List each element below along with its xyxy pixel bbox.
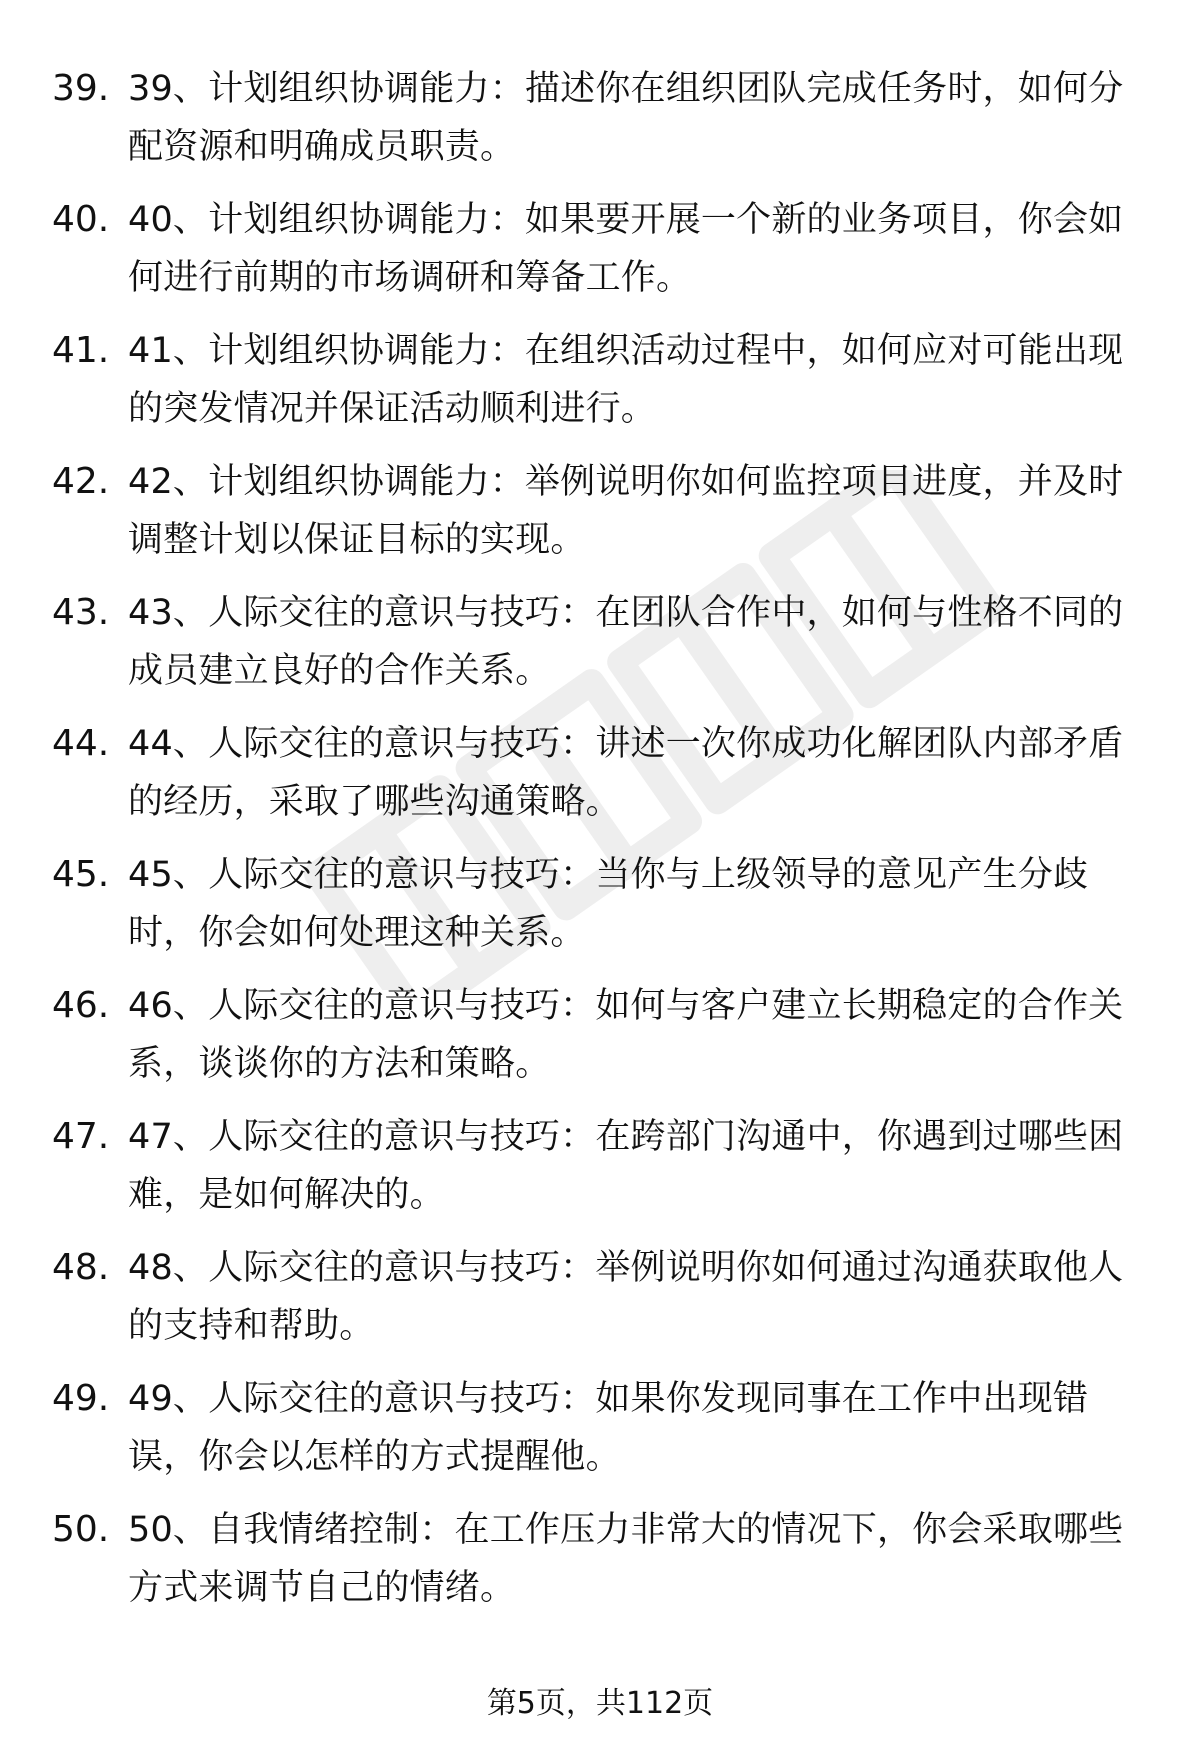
- question-number: 49.: [52, 1378, 110, 1419]
- question-number: 47.: [52, 1116, 110, 1157]
- page-number-footer: 第5页，共112页: [486, 1686, 714, 1721]
- list-item: [0, 1100, 1200, 1231]
- question-text: 40、计划组织协调能力：如果要开展一个新的业务项目，你会如何进行前期的市场调研和筹备工作。: [128, 200, 1124, 298]
- list-item: [0, 52, 1200, 183]
- question-text: 43、人际交往的意识与技巧：在团队合作中，如何与性格不同的成员建立良好的合作关系。: [128, 593, 1124, 691]
- list-item: [0, 969, 1200, 1100]
- question-text: 45、人际交往的意识与技巧：当你与上级领导的意见产生分歧时，你会如何处理这种关系。: [128, 855, 1089, 953]
- question-number: 40.: [52, 199, 110, 240]
- question-number: 50.: [52, 1509, 110, 1550]
- question-text: 42、计划组织协调能力：举例说明你如何监控项目进度，并及时调整计划以保证目标的实现。: [128, 462, 1124, 560]
- list-item: [0, 707, 1200, 838]
- question-number: 48.: [52, 1247, 110, 1288]
- list-item: [0, 1362, 1200, 1493]
- question-text: 46、人际交往的意识与技巧：如何与客户建立长期稳定的合作关系，谈谈你的方法和策略。: [128, 986, 1124, 1084]
- list-item: [0, 838, 1200, 969]
- list-item: [0, 314, 1200, 445]
- question-number: 43.: [52, 592, 110, 633]
- question-text: 41、计划组织协调能力：在组织活动过程中，如何应对可能出现的突发情况并保证活动顺利进行。: [128, 331, 1124, 429]
- question-number: 42.: [52, 461, 110, 502]
- question-number: 46.: [52, 985, 110, 1026]
- list-item: [0, 1493, 1200, 1624]
- question-text: 44、人际交往的意识与技巧：讲述一次你成功化解团队内部矛盾的经历，采取了哪些沟通策略。: [128, 724, 1124, 822]
- question-text: 50、自我情绪控制：在工作压力非常大的情况下，你会采取哪些方式来调节自己的情绪。: [128, 1510, 1124, 1608]
- list-item: [0, 445, 1200, 576]
- list-item: [0, 1231, 1200, 1362]
- list-item: [0, 576, 1200, 707]
- question-list: [0, 52, 1200, 1624]
- question-number: 39.: [52, 68, 110, 109]
- question-number: 44.: [52, 723, 110, 764]
- question-text: 47、人际交往的意识与技巧：在跨部门沟通中，你遇到过哪些困难，是如何解决的。: [128, 1117, 1124, 1215]
- question-text: 48、人际交往的意识与技巧：举例说明你如何通过沟通获取他人的支持和帮助。: [128, 1248, 1124, 1346]
- list-item: [0, 183, 1200, 314]
- question-number: 45.: [52, 854, 110, 895]
- question-number: 41.: [52, 330, 110, 371]
- question-text: 39、计划组织协调能力：描述你在组织团队完成任务时，如何分配资源和明确成员职责。: [128, 69, 1124, 167]
- question-text: 49、人际交往的意识与技巧：如果你发现同事在工作中出现错误，你会以怎样的方式提醒他。: [128, 1379, 1089, 1477]
